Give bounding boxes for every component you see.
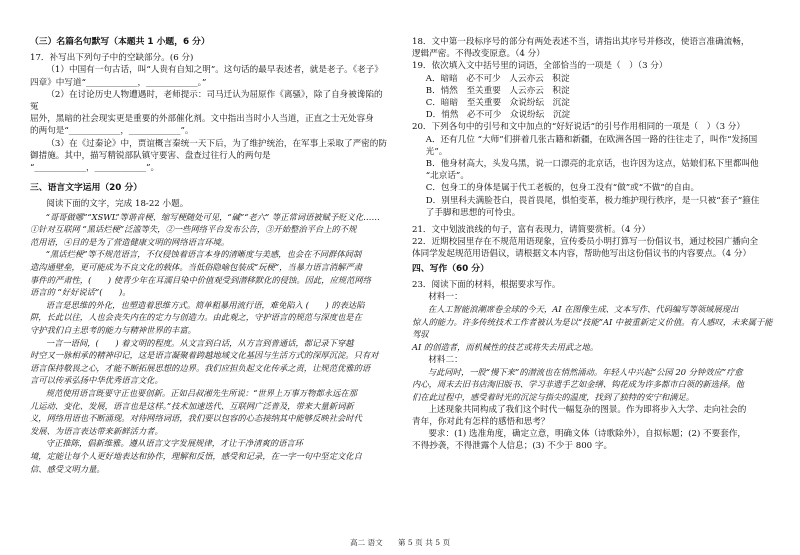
left-column xyxy=(30,36,390,475)
q19-option-a: A．暗暗 必不可少 人云亦云 积淀 xyxy=(425,73,570,84)
page-footer: 高二 语文 第 5 页 共 5 页 xyxy=(349,538,451,547)
passage-line: 守正推陈，倡新维雅。遵从语言文字发展规律，才让干净清爽的语言环 xyxy=(45,438,303,449)
q20-option-b: B．他身材高大，头发乌黑，说一口漂亮的北京话，也许因为这点，姑娘们私下里都叫他 xyxy=(425,159,759,170)
passage-line: 语言保持敬畏之心，才能不断拓展思想的边界。我们应担负起文化传承之责，让规范优雅的语 xyxy=(30,362,371,373)
question-18-line2: 逻辑严密。不得改变原意。（4 分） xyxy=(412,49,545,60)
question-18: 18．文中第一段标序号的部分有两处表述不当，请指出其序号并修改，使语言准确流畅， xyxy=(412,37,750,47)
passage-line: 一言一语间，( ) 着文明的程度。从文言到白话，从方言到普通话，都记录下穿越 xyxy=(45,337,354,348)
right-column xyxy=(412,36,774,452)
q19-option-b: B．悄然 至关重要 人云亦云 积淀 xyxy=(425,85,570,96)
material-line: 惊人的能力。许多传统技术工作者被认为是以“技能”AI 中被重新定义价值。有人感叹，未来属于能驾驭 xyxy=(412,316,773,340)
passage-line: 时空又一脉相承的精神印记，这是语言凝聚着跨越地域文化基因与生活方式的深厚沉淀。只有对 xyxy=(30,350,379,361)
question-22: 22．近期校园里存在不规范用语现象，宣传委员小明打算写一份倡议书，通过校园广播向全 xyxy=(412,237,759,248)
q19-option-c: C．暗暗 至关重要 众说纷纭 沉淀 xyxy=(425,98,570,109)
passage-line: 境，定能让每个人更好地表达和协作，理解和反悟，感受和记录，在一字一句中坚定文化自 xyxy=(30,450,362,461)
q17-part2-line2: 屈外，黑暗的社会现实更是重要的外部催化剂。文中指出当时小人当道，正直之士无处容身 xyxy=(30,114,374,125)
material-line: 内心，周末去旧书店淘旧版书、学习非遗手艺如金缮、钩花成为许多都市白领的新选择。他 xyxy=(412,379,744,390)
passage-line: 发展、为语言表达带来新鲜活力者。 xyxy=(30,425,163,436)
material-line: AI 的创造者，而机械性的技艺或将失去用武之地。 xyxy=(412,342,599,353)
material-2-label: 材料二： xyxy=(428,354,463,365)
q20-option-a: A．还有几位 “大师”们拼着几张古籍和新疆，在欧洲各国一路的往往走了，叫作“发扬国光”。 xyxy=(425,134,758,157)
reading-intro: 阅读下面的文字，完成 18-22 小题。 xyxy=(46,199,189,210)
q17-part3-line2: 御措施。其中，描写精锐部队镇守要害、盘查过往行人的两句是 xyxy=(30,150,271,161)
q20-option-b-line2: “北京话”。 xyxy=(425,171,469,182)
passage-line: 语言的 “好好说话”( )。 xyxy=(30,287,131,298)
question-17: 17．补写出下列句子中的空缺部分。(6 分) xyxy=(30,53,194,64)
passage-line: 义，网络用语也不断涌现。对待网络词语，我们要以包容的心态接纳其中能够反映社会时代 xyxy=(30,413,362,424)
passage-line: 儿运动、变化、发展，语言也是这样。”技术加速迭代、互联网广泛普及，带来大量新词新 xyxy=(30,400,354,411)
writing-requirements: 要求：(1) 选准角度，确定立意，明确文体（诗歌除外），自拟标题；(2) 不要套作， xyxy=(428,429,747,440)
q17-part2-line3: 的两句是“____________，____________”。 xyxy=(30,126,194,137)
writing-prompt: 上述现象共同构成了我们这个时代一幅复杂的图景。作为即将步入大学、走向社会的 xyxy=(428,404,747,415)
q20-option-d: D．别里科夫满脸苍白，畏首畏尾，惧怕变革，极力维护现行秩序，是一只被“套子”箍住 xyxy=(425,195,760,206)
question-21: 21．文中划波浪线的句子，富有表现力，请简要赏析。（4 分） xyxy=(412,225,651,236)
material-line: 在人工智能浪潮席卷全球的今天，AI 在图像生成、文本写作、代码编写等领域展现出 xyxy=(427,304,739,315)
passage-line: “哥哥做哪”“XSWL”等谐音梗、缩写梗随处可见，“碱”“老六” 等正常词语被赋予贬义化…… xyxy=(45,211,380,222)
q17-part3: （3）在《过秦论》中，贾谊概言秦统一天下后，为了维护统治，在军事上采取了严密的防 xyxy=(46,138,387,149)
passage-line: 事件的严肃性，( ) 使青少年在耳濡目染中价值观受到潜移默化的侵蚀。因此，应规范网络 xyxy=(30,274,371,285)
material-line: 与此同时，一股“慢下来”的潜流也在悄然涌动。年轻人中兴起“公园 20 分钟效应”疗愈 xyxy=(427,366,743,377)
material-2 xyxy=(412,366,774,404)
q20-option-d-line2: 了手脚和思想的可怜虫。 xyxy=(425,207,521,218)
section-title-memorization: （三）名篇名句默写（本题共 1 小题，6 分） xyxy=(30,37,210,47)
writing-requirements-line2: 不得抄袭，不得泄露个人信息；(3) 不少于 800 字。 xyxy=(412,441,613,452)
passage-line: 言可以传承弘扬中华优秀语言文化。 xyxy=(30,375,163,386)
q17-part2: （2）在讨论历史人物遭遇时，老师提示：司马迁认为屈原作《离骚》，除了自身被谗陷的冤 xyxy=(30,89,383,113)
q17-part1: （1）中国有一句古话，叫“人贵有自知之明”。这句话的最早表述者，就是老子。《老子》 xyxy=(46,65,383,76)
q19-option-d: D．悄然 必不可少 众说纷纭 沉淀 xyxy=(425,110,571,121)
passage-line: 规范使用语言既要守正也要创新。正如吕叔湘先生所说：“世界上万事万物都永远在那 xyxy=(45,387,357,398)
material-line: 们在此过程中，感受着时光的沉淀与指尖的温度，找到了独特的安宁和满足。 xyxy=(412,392,695,403)
question-22-line2: 体同学发起规范用语倡议，请根据文本内容，帮助他写出这份倡议书的内容要点。（4 分） xyxy=(412,249,752,260)
passage-line: 信、感受文明力量。 xyxy=(30,463,105,474)
q17-part1-line2: 四章》中写道“____________，____________。” xyxy=(30,77,207,88)
question-19: 19．依次填入文中括号里的词语，全部恰当的一项是（ ）（3 分） xyxy=(412,61,668,72)
material-1 xyxy=(412,303,774,353)
section-title-language-use: 三、语言文字运用（20 分） xyxy=(30,183,143,194)
q20-option-c: C．包身工的身体是属于代工老板的，包身工没有“做”或“不做”的自由。 xyxy=(425,183,700,194)
writing-prompt-line2: 青年，你对此有怎样的感悟和思考？ xyxy=(412,416,550,427)
material-1-label: 材料一： xyxy=(428,292,463,303)
passage-line: 语言是思维的外化，也塑造着思维方式。简单粗暴用流行语，难免陷入 ( ) 的表达陷 xyxy=(45,299,365,310)
reading-passage xyxy=(30,211,390,475)
q17-part3-line3: “____________，____________”。 xyxy=(30,163,160,174)
question-23: 23．阅读下面的材料，根据要求写作。 xyxy=(412,279,561,290)
passage-line: 范用语，④目的是为了营造健康文明的网络语言环境。 xyxy=(30,236,230,247)
passage-line: 阱，长此以往，人也会丧失内在的定力与创造力。由此观之，守护语言的规范与深度也是在 xyxy=(30,312,362,323)
passage-line: ①针对互联网 “黑话烂梗”泛滥等失，②一些网络平台发布公告，③开始整治平台上的不规 xyxy=(30,224,357,235)
passage-line: “黑话烂梗”等不规范语言，不仅侵蚀着语言本身的清晰度与美感，也会在不同群体间制 xyxy=(45,249,362,260)
question-20: 20．下列各句中的引号和文中加点的“好好说话”的引号作用相同的一项是（ ）（3 分） xyxy=(412,122,745,133)
passage-line: 造沟通壁垒，更可能成为不良文化的载体。当低俗隐喻包装成“玩梗”，当暴力语言消解严肃 xyxy=(30,262,363,273)
section-title-writing: 四、写作（60 分） xyxy=(412,263,489,274)
passage-line: 守护我们自主思考的能力与精神世界的丰富。 xyxy=(30,324,196,335)
